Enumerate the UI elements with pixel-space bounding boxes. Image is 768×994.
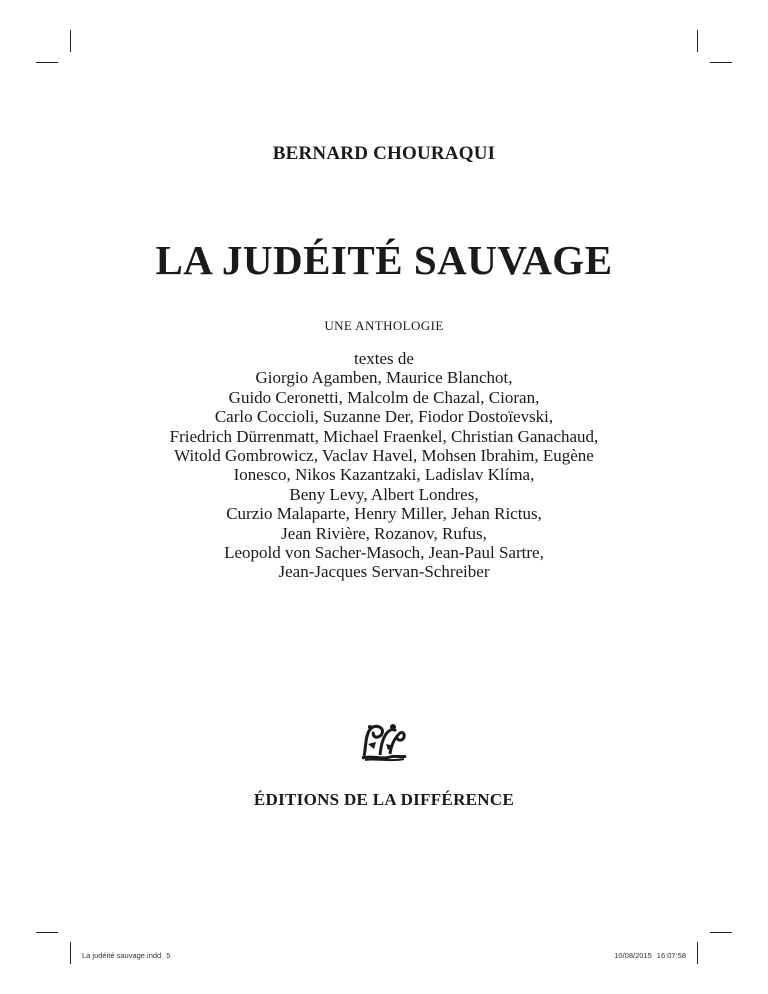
footer-page-number: 5 <box>166 951 171 960</box>
contributors-line: Jean-Jacques Servan-Schreiber <box>278 562 490 582</box>
crop-mark-bottom-right-h <box>710 932 732 933</box>
footer-filename: La judéité sauvage.indd <box>82 951 162 960</box>
contributors-line: Carlo Coccioli, Suzanne Der, Fiodor Dostoïevski, <box>214 407 554 427</box>
footer-time: 16:07:58 <box>656 951 686 960</box>
footer-slug-timestamp <box>614 951 686 960</box>
crop-mark-bottom-left-h <box>36 932 58 933</box>
contributors-line: Leopold von Sacher-Masoch, Jean-Paul Sartre, <box>224 543 544 563</box>
contributors-line: Friedrich Dürrenmatt, Michael Fraenkel, Christian Ganachaud, <box>169 426 599 446</box>
author-name: BERNARD CHOURAQUI <box>272 143 496 164</box>
crop-mark-top-left-v <box>70 30 71 52</box>
book-subtitle: UNE ANTHOLOGIE <box>324 318 444 333</box>
footer-date: 10/08/2015 <box>614 951 652 960</box>
contributors-line: textes de <box>354 349 414 368</box>
contributors-line: Beny Levy, Albert Londres, <box>289 484 479 504</box>
publisher-name: ÉDITIONS DE LA DIFFÉRENCE <box>253 790 515 809</box>
contributors-line: Witold Gombrowicz, Vaclav Havel, Mohsen Ibrahim, Eugène <box>174 446 594 466</box>
contributors-list <box>0 349 768 582</box>
contributors-line: Guido Ceronetti, Malcolm de Chazal, Cioran, <box>228 387 540 407</box>
contributors-line: Jean Rivière, Rozanov, Rufus, <box>281 523 487 543</box>
footer-slug-file <box>82 951 170 960</box>
crop-mark-top-right-v <box>697 30 698 52</box>
contributors-line: Curzio Malaparte, Henry Miller, Jehan Rictus, <box>226 504 542 524</box>
crop-mark-bottom-left-v <box>70 942 71 964</box>
crop-mark-top-left-h <box>36 62 58 63</box>
book-title: LA JUDÉITÉ SAUVAGE <box>155 237 613 283</box>
contributors-line: Ionesco, Nikos Kazantzaki, Ladislav Klíma, <box>233 465 535 485</box>
contributors-line: Giorgio Agamben, Maurice Blanchot, <box>255 368 513 388</box>
crop-mark-top-right-h <box>710 62 732 63</box>
publisher-emblem-icon <box>360 722 408 762</box>
crop-mark-bottom-right-v <box>697 942 698 964</box>
